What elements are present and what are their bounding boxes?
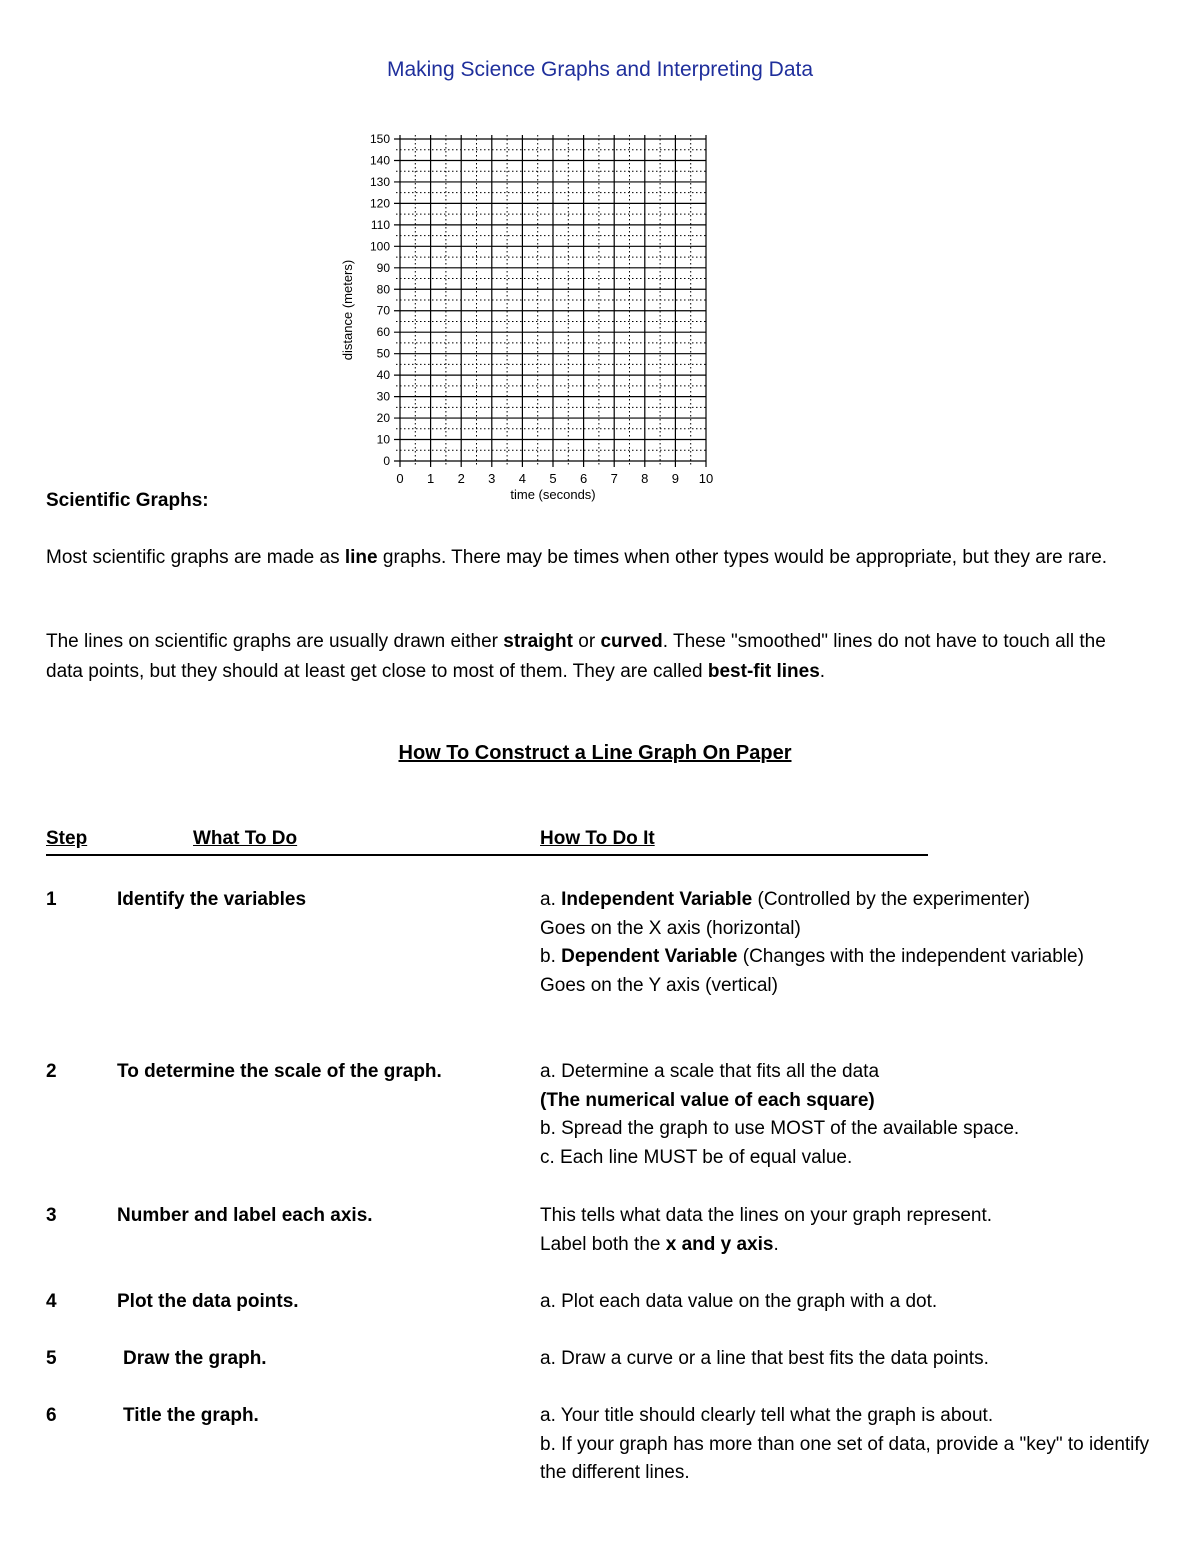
- y-tick-label: 40: [376, 368, 390, 383]
- step-what: Identify the variables: [117, 889, 307, 910]
- page-title: Making Science Graphs and Interpreting Data: [386, 58, 814, 81]
- y-tick-label: 50: [376, 346, 390, 361]
- paragraph-line-graphs: Most scientific graphs are made as line graphs. There may be times when other types would be appropriate, but they are rare.: [46, 547, 1108, 568]
- x-tick-label: 8: [641, 471, 649, 486]
- step-what: Title the graph.: [123, 1405, 259, 1426]
- x-tick-label: 7: [610, 471, 618, 486]
- x-tick-label: 0: [396, 471, 404, 486]
- y-tick-label: 110: [370, 217, 390, 232]
- y-tick-label: 140: [369, 153, 390, 168]
- x-axis-label: time (seconds): [510, 487, 596, 502]
- step-how: This tells what data the lines on your graph represent. Label both the x and y axis.: [540, 1205, 993, 1255]
- y-tick-label: 100: [369, 239, 390, 254]
- step-number: 5: [46, 1348, 57, 1369]
- col-how: How To Do It: [540, 828, 655, 849]
- paragraph-best-fit: The lines on scientific graphs are usually drawn either straight or curved. These "smoothed" lines do not have to touch all the data points, but they should at least get close to most of them. They are called best-fit lines.: [46, 631, 1106, 682]
- y-tick-label: 70: [376, 303, 390, 318]
- y-tick-label: 20: [376, 411, 390, 426]
- x-tick-label: 10: [698, 471, 714, 486]
- step-how: a. Draw a curve or a line that best fits the data points.: [540, 1348, 989, 1369]
- step-what: Plot the data points.: [117, 1291, 299, 1312]
- y-tick-label: 90: [376, 260, 390, 275]
- y-tick-label: 0: [383, 454, 390, 468]
- y-tick-label: 80: [376, 282, 390, 297]
- y-tick-label: 60: [376, 325, 390, 340]
- step-number: 1: [46, 889, 57, 910]
- step-number: 3: [46, 1205, 57, 1226]
- x-tick-label: 5: [549, 471, 557, 486]
- y-tick-label: 30: [376, 389, 390, 404]
- col-step: Step: [46, 828, 88, 849]
- y-tick-label: 120: [369, 196, 390, 211]
- scientific-graphs-heading: Scientific Graphs:: [46, 490, 209, 511]
- y-tick-label: 130: [369, 174, 390, 189]
- step-what: Draw the graph.: [123, 1348, 267, 1369]
- x-tick-label: 1: [426, 471, 435, 486]
- step-number: 4: [46, 1291, 57, 1312]
- step-how: a. Determine a scale that fits all the data (The numerical value of each square) b. Spread the graph to use MOST of the available space. c. Each line MUST be of equal value.: [540, 1061, 1020, 1168]
- step-how: a. Your title should clearly tell what the graph is about. b. If your graph has more than one set of data, provide a "key" to identify the different lines.: [540, 1405, 1150, 1483]
- step-how: a. Independent Variable (Controlled by the experimenter) Goes on the X axis (horizontal) b. Dependent Variable (Changes with the independent variable) Goes on the Y axis (vertical): [540, 889, 1084, 996]
- step-how: a. Plot each data value on the graph with a dot.: [540, 1291, 938, 1312]
- x-tick-label: 3: [488, 471, 496, 486]
- step-number: 2: [46, 1061, 57, 1082]
- step-what: To determine the scale of the graph.: [117, 1061, 442, 1082]
- x-tick-label: 9: [671, 471, 680, 486]
- x-tick-label: 4: [518, 471, 527, 486]
- step-number: 6: [46, 1405, 57, 1426]
- y-tick-label: 10: [376, 432, 390, 447]
- y-tick-label: 150: [369, 132, 390, 146]
- table-header: [46, 828, 928, 856]
- how-to-heading: How To Construct a Line Graph On Paper: [398, 742, 792, 764]
- x-tick-label: 2: [457, 471, 465, 486]
- blank-graph-grid: [330, 128, 730, 508]
- y-axis-label: distance (meters): [340, 259, 355, 361]
- x-tick-label: 6: [579, 471, 588, 486]
- col-what: What To Do: [193, 828, 298, 849]
- step-what: Number and label each axis.: [117, 1205, 373, 1226]
